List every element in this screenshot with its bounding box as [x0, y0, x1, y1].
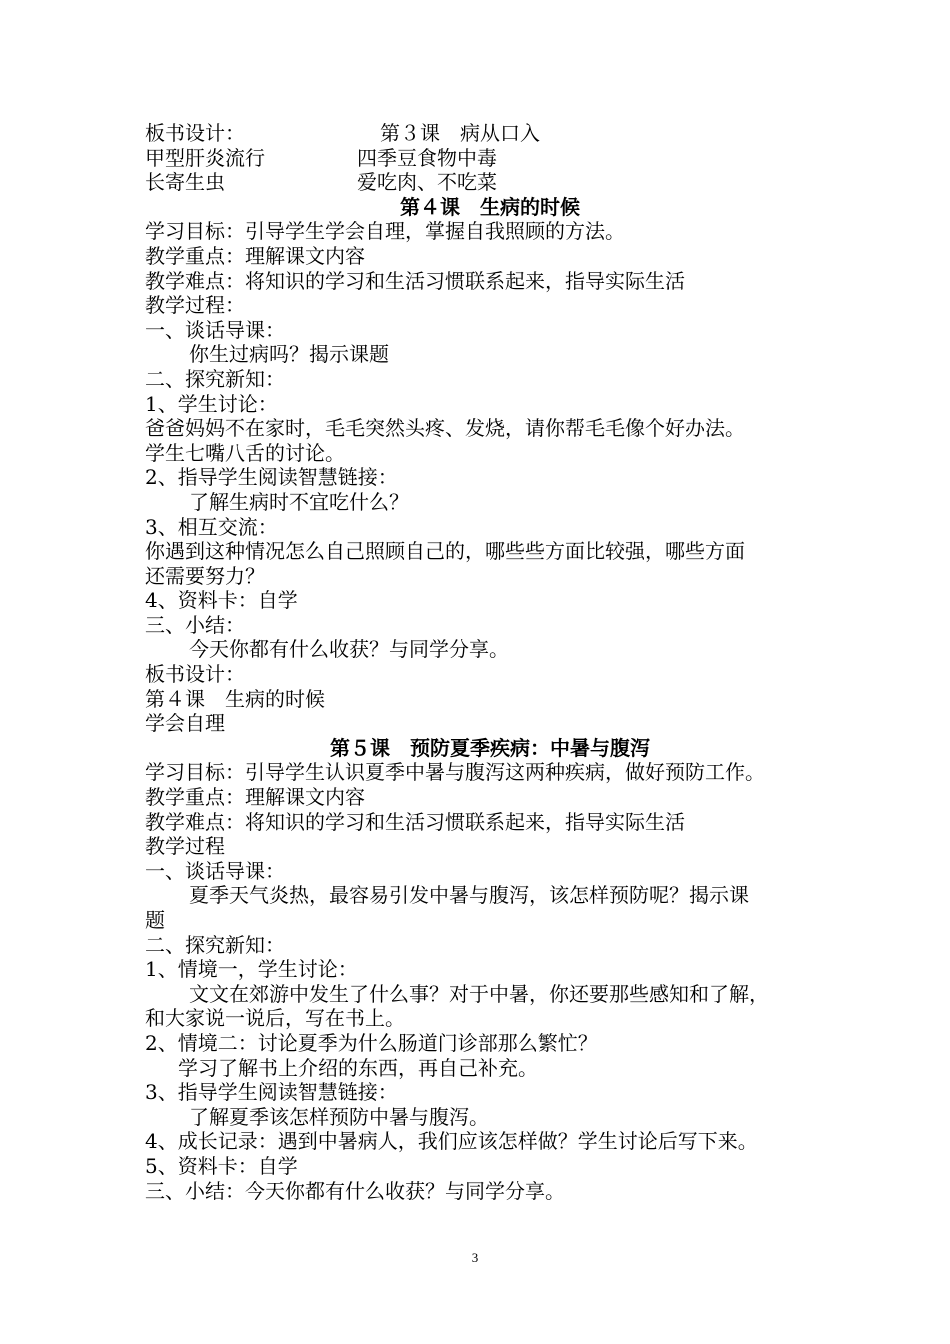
- lesson4-line: 第４课 生病的时候: [145, 686, 325, 711]
- lesson3-board-row: [145, 121, 835, 146]
- lesson4-line: 二、探究新知：: [145, 366, 285, 391]
- lesson5-line: 了解夏季该怎样预防中暑与腹泻。: [189, 1104, 489, 1129]
- lesson5-line: 夏季天气炎热，最容易引发中暑与腹泻，该怎样预防呢？揭示课: [189, 883, 749, 908]
- lesson4-line: 2、指导学生阅读智慧链接：: [145, 465, 398, 490]
- lesson3-board-cell: 爱吃肉、不吃菜: [357, 170, 497, 195]
- lesson5-line: 2、情境二：讨论夏季为什么肠道门诊部那么繁忙？: [145, 1030, 598, 1055]
- lesson3-board-row: [145, 146, 835, 171]
- lesson4-title: 第４课 生病的时候: [400, 194, 580, 219]
- lesson4-line: 4、资料卡：自学: [145, 588, 298, 613]
- lesson3-board-cell: 四季豆食物中毒: [357, 145, 497, 170]
- lesson5-line: 学习了解书上介绍的东西，再自己补充。: [178, 1055, 538, 1080]
- lesson4-line: 爸爸妈妈不在家时，毛毛突然头疼、发烧，请你帮毛毛像个好办法。: [145, 416, 745, 441]
- lesson5-title: 第５课 预防夏季疾病：中暑与腹泻: [330, 735, 650, 760]
- lesson3-board-heading: 第３课 病从口入: [380, 121, 540, 145]
- lesson4-line: 一、谈话导课：: [145, 317, 285, 342]
- lesson3-board-cell: 长寄生虫: [145, 170, 225, 195]
- lesson4-line: 学生七嘴八舌的讨论。: [145, 440, 345, 465]
- lesson5-line: 教学重点：理解课文内容: [145, 785, 365, 810]
- lesson4-line: 教学重点：理解课文内容: [145, 243, 365, 268]
- lesson4-line: 教学过程：: [145, 293, 245, 318]
- lesson5-line: 文文在郊游中发生了什么事？对于中暑，你还要那些感知和了解，: [189, 981, 769, 1006]
- lesson3-board-row: [145, 170, 835, 195]
- lesson4-line: 还需要努力？: [145, 563, 265, 588]
- lesson5-line: 和大家说一说后，写在书上。: [145, 1006, 405, 1031]
- lesson5-line: 教学难点：将知识的学习和生活习惯联系起来，指导实际生活: [145, 809, 685, 834]
- lesson4-line: 今天你都有什么收获？与同学分享。: [189, 637, 509, 662]
- lesson4-line: 3、相互交流：: [145, 514, 278, 539]
- lesson4-line: 教学难点：将知识的学习和生活习惯联系起来，指导实际生活: [145, 268, 685, 293]
- lesson4-line: 1、学生讨论：: [145, 391, 278, 416]
- lesson3-board-label: 板书设计：: [145, 121, 245, 145]
- lesson5-line: 4、成长记录：遇到中暑病人，我们应该怎样做？学生讨论后写下来。: [145, 1129, 758, 1154]
- lesson5-line: 题: [145, 908, 165, 932]
- lesson4-line: 三、小结：: [145, 612, 245, 637]
- page-body: [145, 121, 835, 1203]
- lesson5-line: 学习目标：引导学生认识夏季中暑与腹泻这两种疾病，做好预防工作。: [145, 760, 765, 785]
- lesson4-line: 学会自理: [145, 711, 225, 736]
- lesson5-line: 3、指导学生阅读智慧链接：: [145, 1080, 398, 1105]
- page-number: 3: [471, 1250, 479, 1265]
- lesson5-line: 三、小结：今天你都有什么收获？与同学分享。: [145, 1178, 565, 1203]
- lesson4-line: 你遇到这种情况怎么自己照顾自己的，哪些些方面比较强，哪些方面: [145, 539, 745, 564]
- lesson4-line: 你生过病吗？揭示课题: [189, 342, 389, 367]
- lesson4-line: 板书设计：: [145, 662, 245, 687]
- lesson5-line: 教学过程: [145, 834, 225, 859]
- lesson5-line: 1、情境一，学生讨论：: [145, 957, 358, 982]
- lesson4-line: 学习目标：引导学生学会自理，掌握自我照顾的方法。: [145, 219, 625, 244]
- lesson5-line: 二、探究新知：: [145, 932, 285, 957]
- lesson5-line: 一、谈话导课：: [145, 858, 285, 883]
- lesson5-line: 5、资料卡：自学: [145, 1153, 298, 1178]
- lesson4-line: 了解生病时不宜吃什么？: [189, 489, 409, 514]
- lesson3-board-cell: 甲型肝炎流行: [145, 145, 265, 170]
